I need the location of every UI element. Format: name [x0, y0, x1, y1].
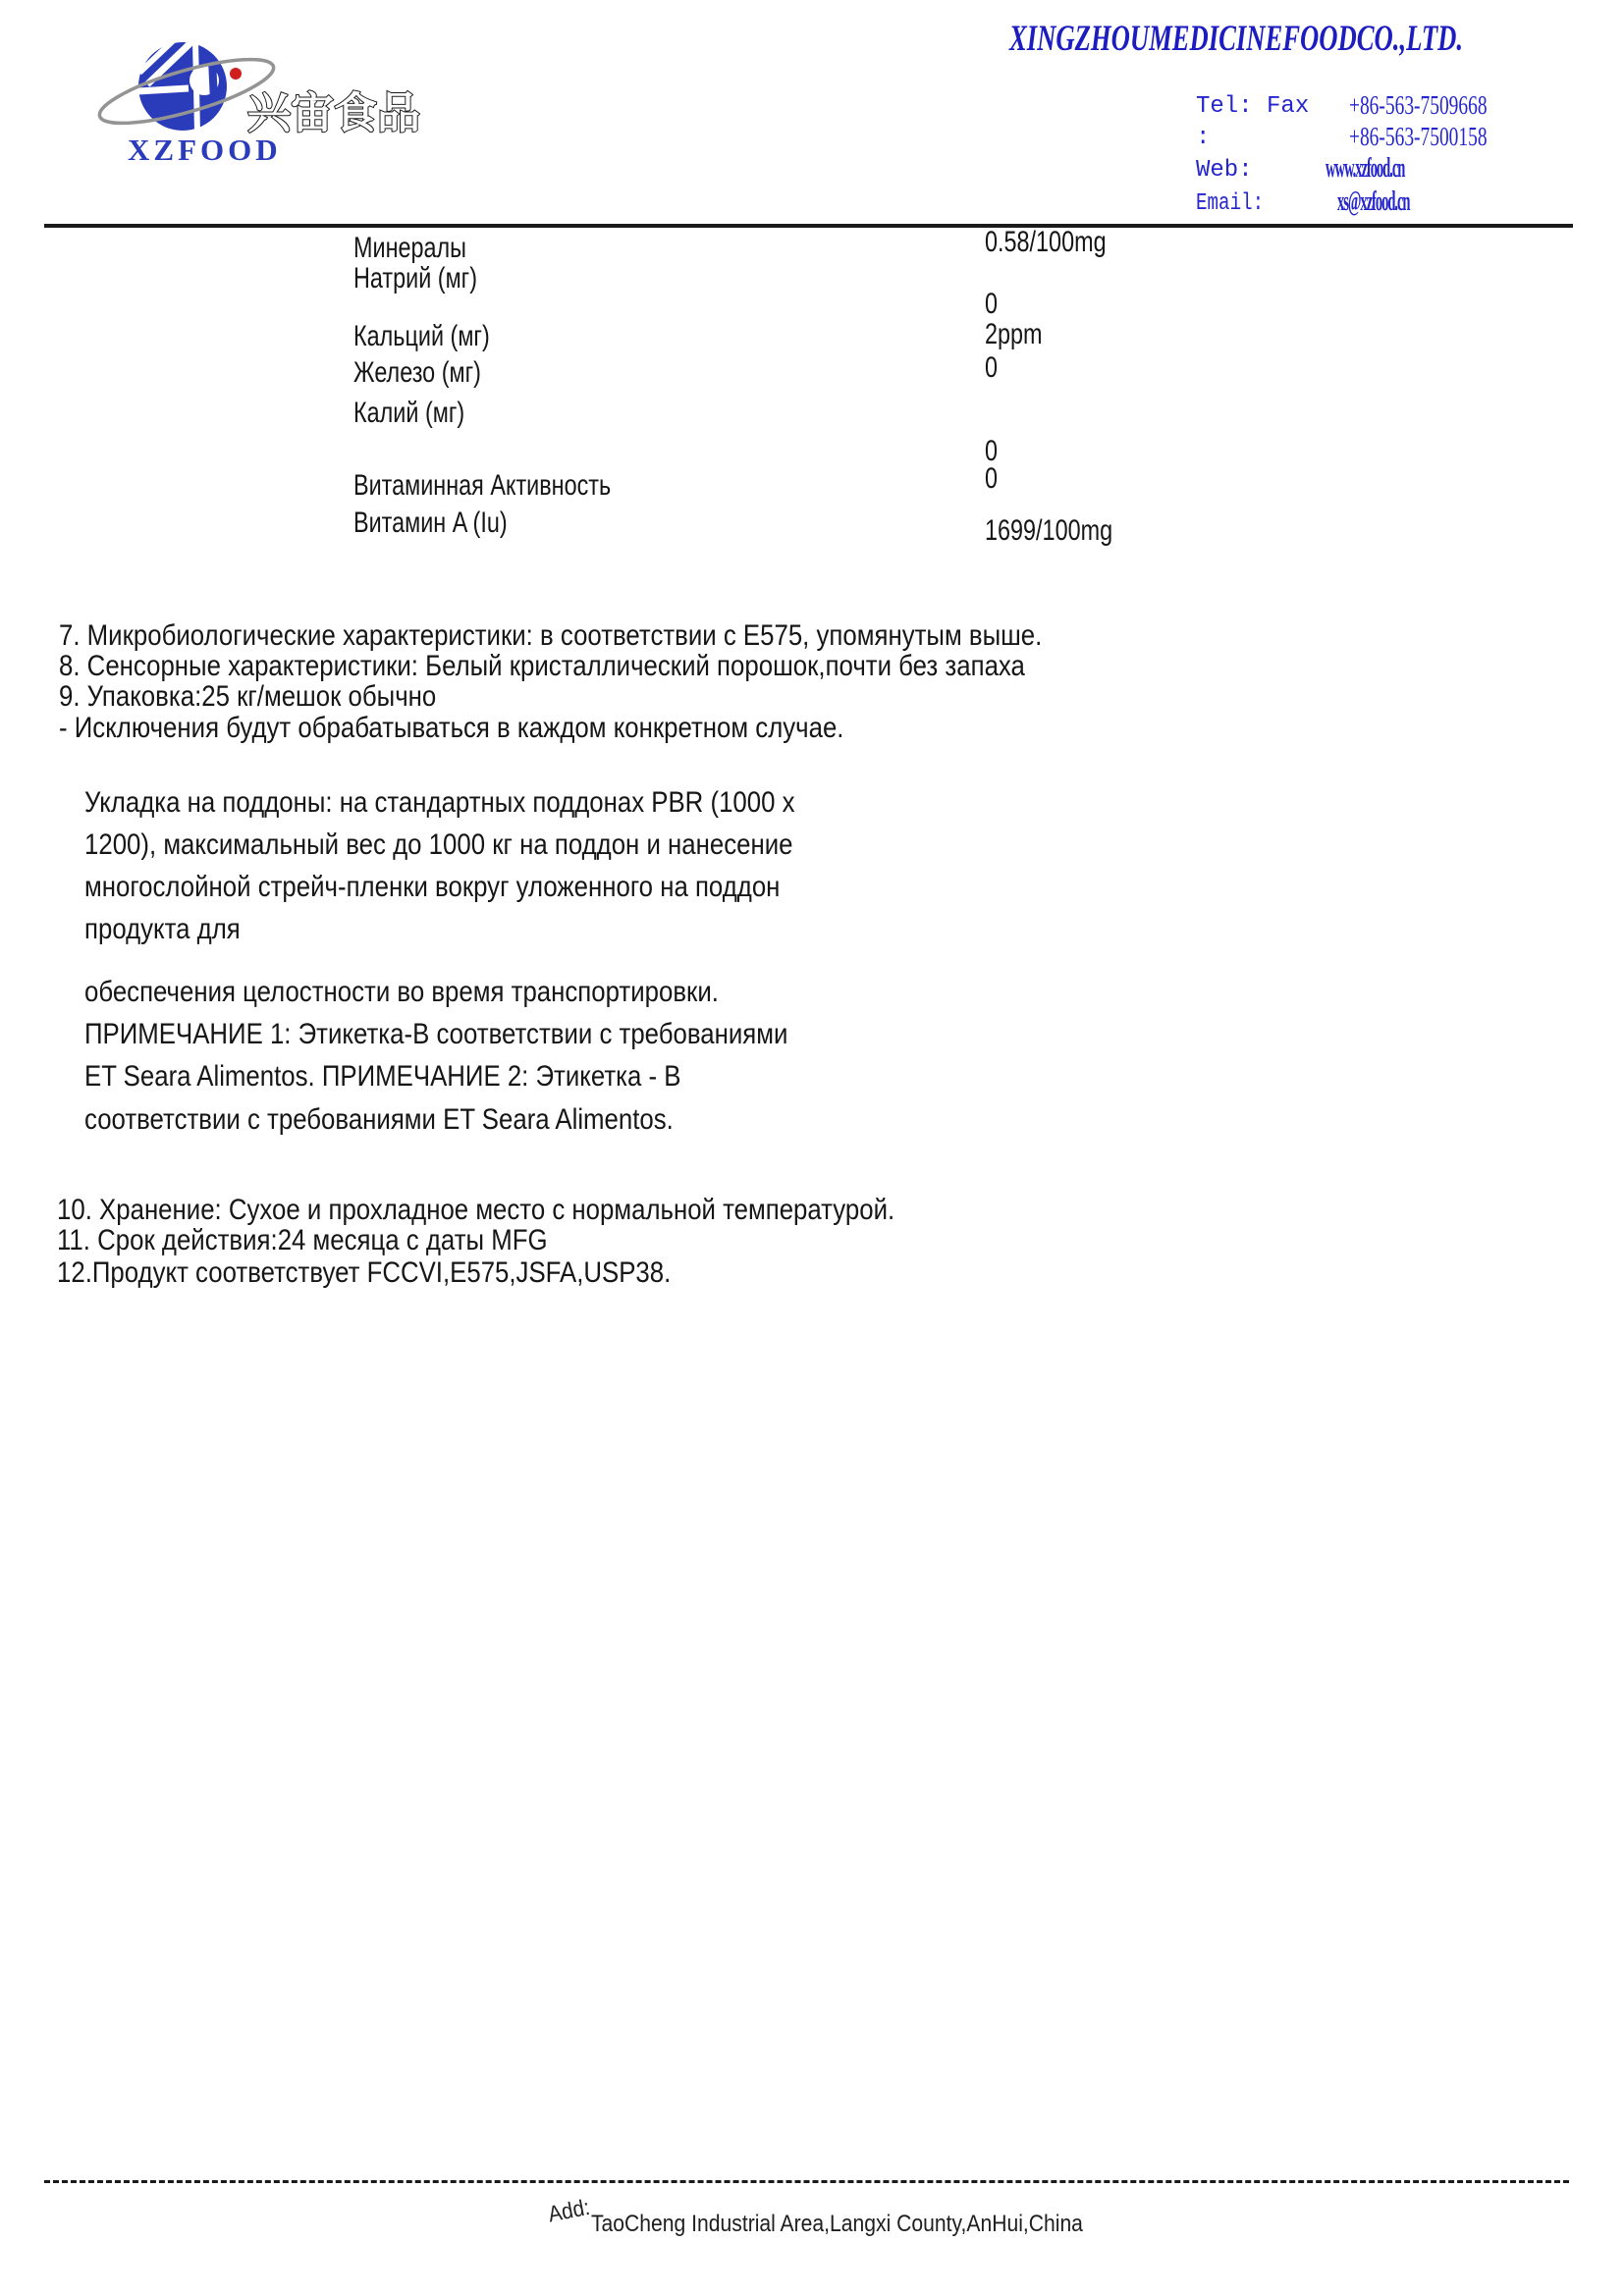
footer-divider: [44, 2180, 1569, 2183]
vitamin-a-value: 1699/100mg: [985, 514, 1113, 547]
calcium-label: Кальций (мг): [353, 320, 490, 352]
minerals-label: Минералы: [353, 232, 467, 264]
list-item-7: 7. Микробиологические характеристики: в соответствии с E575, упомянутым выше.: [59, 619, 1043, 652]
company-title: XINGZHOUMEDICINEFOODCO.,LTD.: [1009, 19, 1464, 59]
potassium-label: Калий (мг): [353, 397, 465, 429]
email-label: Email:: [1196, 190, 1265, 217]
minerals-value: 0.58/100mg: [985, 226, 1107, 258]
list-item-exceptions: - Исключения будут обрабатываться в каждом конкретном случае.: [59, 712, 844, 744]
transport-paragraph-line-1: обеспечения целостности во время транспортировки.: [84, 976, 719, 1008]
sodium-label: Натрий (мг): [353, 262, 477, 294]
pallet-paragraph-line-2: 1200), максимальный вес до 1000 кг на поддон и нанесение: [84, 828, 793, 861]
email-address: xs@xzfood.cn: [1337, 187, 1410, 217]
address-label: Add:: [546, 2193, 592, 2227]
calcium-value: 2ppm: [985, 318, 1043, 350]
list-item-12: 12.Продукт соответствует FCCVI,E575,JSFA,USP38.: [57, 1256, 672, 1289]
phone-number-1: +86-563-7509668: [1349, 90, 1488, 120]
vitamin-a-label: Витамин A (Iu): [353, 507, 508, 539]
red-dot-icon: [230, 68, 242, 80]
list-item-8: 8. Сенсорные характеристики: Белый кристаллический порошок,почти без запаха: [59, 650, 1025, 682]
company-logo: [79, 37, 452, 175]
pallet-paragraph-line-3: многослойной стрейч-пленки вокруг уложенного на поддон: [84, 871, 781, 903]
website-url: www.xzfood.cn: [1326, 153, 1405, 184]
pallet-paragraph-line-4: продукта для: [84, 913, 241, 945]
logo-chinese-text: 兴宙食品: [247, 89, 420, 137]
sodium-value: 0: [985, 288, 999, 320]
web-label: Web:: [1196, 157, 1253, 184]
transport-paragraph-line-4: соответствии с требованиями ET Seara Alimentos.: [84, 1103, 674, 1136]
vitamin-activity-label: Витаминная Активность: [353, 469, 612, 502]
list-item-10: 10. Хранение: Сухое и прохладное место с нормальной температурой.: [57, 1194, 895, 1226]
list-item-11: 11. Срок действия:24 месяца с даты MFG: [57, 1224, 548, 1256]
company-address: TaoCheng Industrial Area,Langxi County,AnHui,China: [591, 2211, 1083, 2237]
iron-label: Железо (мг): [353, 356, 481, 389]
globe-icon: [137, 37, 227, 133]
transport-paragraph-line-2: ПРИМЕЧАНИЕ 1: Этикетка-В соответствии с требованиями: [84, 1018, 788, 1050]
vitamin-activity-value: 0: [985, 462, 999, 495]
iron-value: 0: [985, 351, 999, 384]
tel-fax-label: Tel: Fax: [1196, 93, 1310, 120]
phone-number-2: +86-563-7500158: [1349, 122, 1488, 151]
header-divider: [44, 224, 1573, 228]
list-item-9: 9. Упаковка:25 кг/мешок обычно: [59, 680, 437, 713]
potassium-value: 0: [985, 435, 999, 467]
pallet-paragraph-line-1: Укладка на поддоны: на стандартных поддонах PBR (1000 x: [84, 786, 795, 819]
logo-graphic: [79, 37, 452, 175]
transport-paragraph-line-3: ET Seara Alimentos. ПРИМЕЧАНИЕ 2: Этикетка - В: [84, 1060, 681, 1093]
tel-fax-colon: :: [1196, 125, 1211, 151]
logo-xzfood-text: XZFOOD: [128, 133, 282, 167]
